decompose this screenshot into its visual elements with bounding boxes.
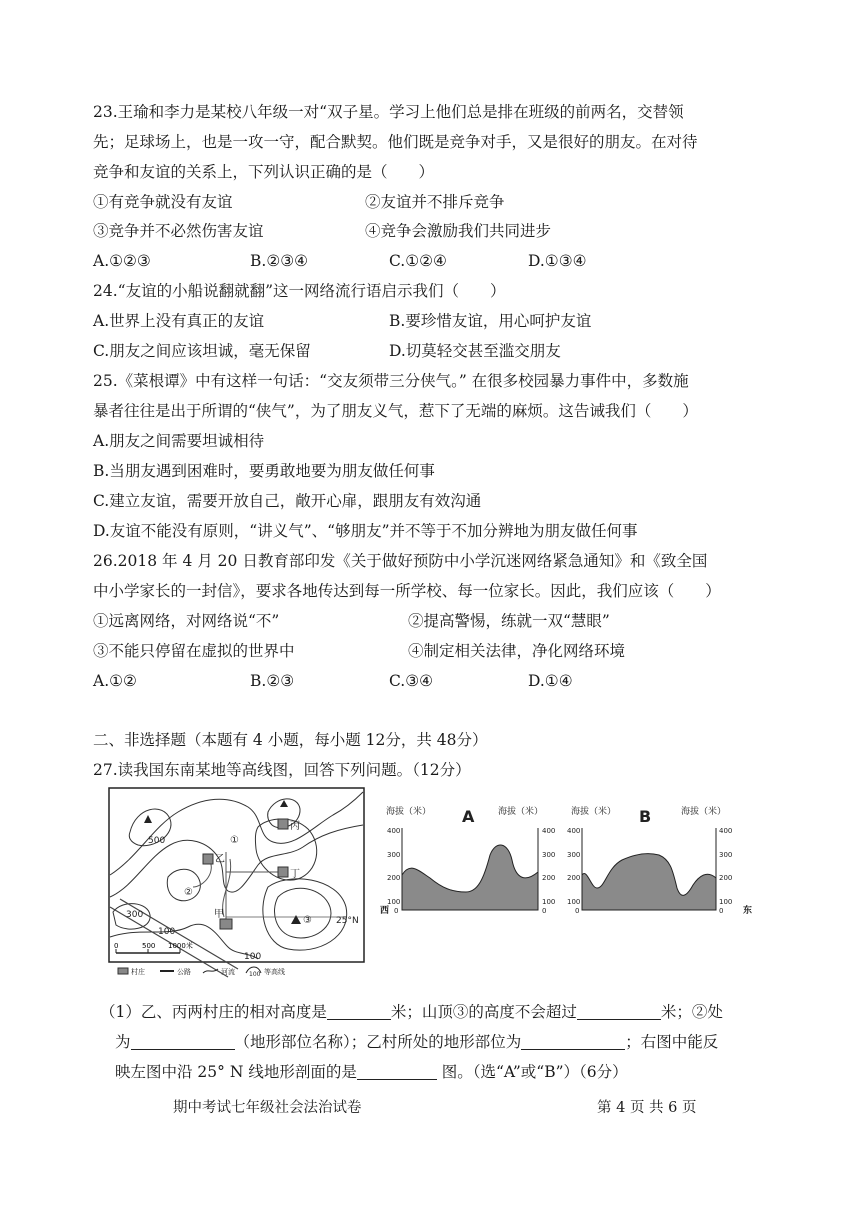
scale-mid: 500 <box>142 942 156 950</box>
q27-part1-text-d: 为 <box>115 1033 131 1051</box>
svg-text:0: 0 <box>575 907 580 915</box>
q27-part1-text-h: 图。（选“A”或“B”）（6分） <box>436 1063 628 1081</box>
profile-b-left-axis-label: 海拔（米） <box>571 807 617 817</box>
svg-text:100: 100 <box>567 898 581 906</box>
q27-part1-text-e: （地形部位名称）；乙村所处的地形部位为 <box>234 1033 522 1051</box>
q26-option-c: C.③④ <box>389 672 434 690</box>
profile-a-west-label: 西 <box>380 906 390 915</box>
scale-zero: 0 <box>114 942 119 950</box>
q26-statement-3: ③不能只停留在虚拟的世界中 <box>93 642 295 660</box>
scale-end: 1000米 <box>168 942 193 950</box>
svg-text:100: 100 <box>387 898 401 906</box>
section-2-heading: 二、非选择题（本题有 4 小题，每小题 12分，共 48分） <box>93 731 488 749</box>
q27-part1-text-b: 米；山顶③的高度不会超过 <box>390 1003 577 1021</box>
q27-stem: 27.读我国东南某地等高线图，回答下列问题。（12分） <box>93 761 471 779</box>
svg-text:300: 300 <box>387 851 401 859</box>
q23-option-c: C.①②④ <box>389 252 447 270</box>
marker-1-label: ① <box>230 835 239 846</box>
svg-text:200: 200 <box>387 874 401 882</box>
q23-option-a: A.①②③ <box>93 252 151 270</box>
village-yi-label: 乙 <box>215 854 225 865</box>
svg-text:400: 400 <box>719 827 733 835</box>
contour-100-label-b: 100 <box>244 952 262 962</box>
svg-text:400: 400 <box>387 827 401 835</box>
q27-part1-text-a: （1）乙、丙两村庄的相对高度是 <box>100 1003 327 1021</box>
q24-option-b: B.要珍惜友谊，用心呵护友谊 <box>389 312 592 330</box>
svg-text:0: 0 <box>719 907 724 915</box>
q25-line1: 25.《菜根谭》中有这样一句话：“交友须带三分侠气。” 在很多校园暴力事件中，多数施 <box>93 372 689 390</box>
q25-line2: 暴者往往是出于所谓的“侠气”，为了朋友义气，惹下了无端的麻烦。这告诫我们（ ） <box>93 402 698 420</box>
q25-option-b: B.当朋友遇到困难时，要勇敢地要为朋友做任何事 <box>93 462 435 480</box>
marker-3-label: ③ <box>303 915 312 926</box>
q26-option-b: B.②③ <box>250 672 295 690</box>
svg-text:300: 300 <box>567 851 581 859</box>
marker-2-label: ② <box>184 887 193 898</box>
contour-100-label-a: 100 <box>158 927 176 937</box>
contour-300-label: 300 <box>126 910 144 920</box>
q25-option-d: D.友谊不能没有原则，“讲义气”、“够朋友”并不等于不加分辨地为朋友做任何事 <box>93 522 638 540</box>
footer-page-number: 第 4 页 共 6 页 <box>597 1100 697 1116</box>
q27-part1-text-g: 映左图中沿 25° N 线地形剖面的是 <box>115 1063 357 1081</box>
profile-b-title: B <box>639 807 652 826</box>
svg-text:200: 200 <box>542 874 556 882</box>
q27-part1-line2 <box>115 1031 718 1053</box>
profile-a-left-axis-label: 海拔（米） <box>386 807 432 817</box>
q23-line1: 23.王瑜和李力是某校八年级一对“双子星。学习上他们总是排在班级的前两名，交替领 <box>93 103 684 121</box>
legend-contour: 等高线 <box>264 968 285 976</box>
q23-line2: 先；足球场上，也是一攻一守，配合默契。他们既是竞争对手，又是很好的朋友。在对待 <box>93 133 698 151</box>
q26-option-d: D.①④ <box>528 672 573 690</box>
q23-option-d: D.①③④ <box>528 252 587 270</box>
q26-statement-1: ①远离网络，对网络说“不” <box>93 612 280 630</box>
q24-option-c: C.朋友之间应该坦诚，毫无保留 <box>93 342 311 360</box>
legend-contour-value: 100 <box>249 971 261 978</box>
svg-text:300: 300 <box>542 851 556 859</box>
svg-text:0: 0 <box>542 907 547 915</box>
q25-option-a: A.朋友之间需要坦诚相待 <box>93 432 265 450</box>
answer-blank-landform-2[interactable] <box>131 1033 235 1050</box>
q27-part1-text-c: 米；②处 <box>660 1003 723 1021</box>
q23-statement-4: ④竞争会激励我们共同进步 <box>365 222 552 240</box>
q24-option-d: D.切莫轻交甚至滥交朋友 <box>389 342 561 360</box>
q27-part1-line1 <box>100 1001 723 1023</box>
svg-text:200: 200 <box>719 874 733 882</box>
q26-option-a: A.①② <box>93 672 137 690</box>
q26-line1: 26.2018 年 4 月 20 日教育部印发《关于做好预防中小学沉迷网络紧急通知》和《致全国 <box>93 552 708 570</box>
village-jia-label: 甲 <box>214 909 224 920</box>
answer-blank-landform-yi[interactable] <box>521 1033 625 1050</box>
svg-text:0: 0 <box>394 907 399 915</box>
profile-a-title: A <box>462 807 475 826</box>
q23-statement-3: ③竞争并不必然伤害友谊 <box>93 222 264 240</box>
svg-text:400: 400 <box>567 827 581 835</box>
footer-title: 期中考试七年级社会法治试卷 <box>173 1100 362 1116</box>
profile-a <box>380 800 560 915</box>
legend-road: 公路 <box>177 968 191 976</box>
svg-text:100: 100 <box>542 898 556 906</box>
answer-blank-peak-height[interactable] <box>577 1003 661 1020</box>
legend-village: 村庄 <box>131 968 145 976</box>
q27-part1-line3 <box>115 1061 628 1083</box>
q25-option-c: C.建立友谊，需要开放自己，敞开心扉，跟朋友有效沟通 <box>93 492 482 510</box>
contour-map <box>108 787 370 978</box>
q23-line3: 竞争和友谊的关系上，下列认识正确的是（ ） <box>93 163 435 181</box>
village-ding-label: 丁 <box>290 869 300 880</box>
profile-b-right-axis-label: 海拔（米） <box>681 807 727 817</box>
q23-option-b: B.②③④ <box>250 252 309 270</box>
village-bing-label: 丙 <box>290 821 300 832</box>
profile-b <box>567 800 757 915</box>
contour-500-label: 500 <box>148 836 166 846</box>
map-legend <box>118 967 285 978</box>
legend-river: 河流 <box>221 968 235 976</box>
answer-blank-profile[interactable] <box>357 1063 437 1080</box>
q26-statement-4: ④制定相关法律，净化网络环境 <box>408 642 626 660</box>
profile-a-right-axis-label: 海拔（米） <box>498 807 544 817</box>
svg-text:100: 100 <box>719 898 733 906</box>
q24-stem: 24.“友谊的小船说翻就翻”这一网络流行语启示我们（ ） <box>93 282 506 300</box>
latitude-label: 25°N <box>336 916 359 926</box>
q26-line2: 中小学家长的一封信》，要求各地传达到每一所学校、每一位家长。因此，我们应该（ ） <box>93 582 721 600</box>
q24-option-a: A.世界上没有真正的友谊 <box>93 312 265 330</box>
q26-statement-2: ②提高警惕，练就一双“慧眼” <box>408 612 610 630</box>
q23-statement-2: ②友谊并不排斥竞争 <box>365 193 505 211</box>
profile-b-east-label: 东 <box>743 906 753 915</box>
svg-text:200: 200 <box>567 874 581 882</box>
q23-statement-1: ①有竞争就没有友谊 <box>93 193 233 211</box>
svg-text:300: 300 <box>719 851 733 859</box>
answer-blank-relative-height[interactable] <box>327 1003 391 1020</box>
svg-text:400: 400 <box>542 827 556 835</box>
q27-part1-text-f: ；右图中能反 <box>625 1033 719 1051</box>
